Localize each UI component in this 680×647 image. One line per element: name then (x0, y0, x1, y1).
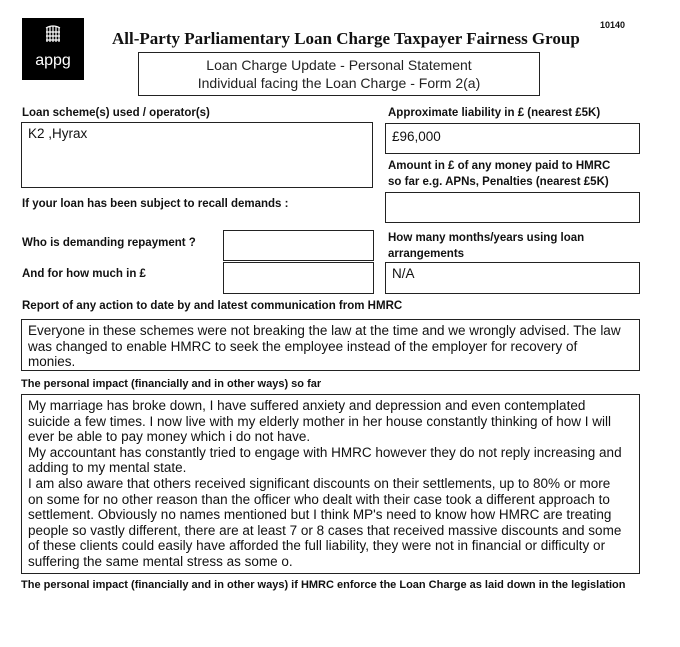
months-years-label-line-1: How many months/years using loan (388, 232, 585, 244)
months-years-label (388, 230, 584, 262)
amount-paid-label-line-1: Amount in £ of any money paid to HMRC (388, 160, 611, 172)
subtitle-box (138, 52, 540, 96)
amount-paid-label (388, 158, 610, 190)
how-much-field[interactable] (223, 262, 374, 294)
loan-scheme-field[interactable] (21, 122, 373, 188)
action-report-line: monies. (28, 354, 76, 370)
who-demanding-label: Who is demanding repayment ? (22, 237, 196, 249)
loan-scheme-value: K2 ,Hyrax (28, 126, 88, 141)
action-report-field[interactable] (21, 319, 640, 371)
action-report-line: was changed to enable HMRC to seek the employee instead of the employer for recovery of (28, 338, 578, 354)
personal-impact-line: settlement. Obviously no names mentioned but I think MP's need to know how HMRC are treating (28, 507, 612, 523)
recall-demands-label: If your loan has been subject to recall demands : (22, 198, 289, 210)
personal-impact-line: suicide a few times. I now live with my elderly mother in her house constantly thinking of how I will (28, 413, 612, 429)
personal-impact-line: suffering the same mental stress as some o. (28, 553, 293, 569)
personal-impact-line: I am also aware that others received significant discounts on their settlements, up to 80% or more (28, 475, 611, 491)
personal-impact-field[interactable] (21, 394, 640, 574)
approx-liability-value: £96,000 (392, 129, 441, 144)
approx-liability-field[interactable] (385, 123, 640, 154)
appg-logo (22, 18, 84, 80)
how-much-label: And for how much in £ (22, 268, 146, 280)
personal-impact-line: of these clients could easily have afforded the full liability, they were not in financial or difficulty or (28, 538, 606, 554)
future-impact-label: The personal impact (financially and in other ways) if HMRC enforce the Loan Charge as laid down in the legislation (21, 579, 626, 591)
action-report-line: Everyone in these schemes were not breaking the law at the time and we wrongly advised. The law (28, 323, 621, 338)
approx-liability-label: Approximate liability in £ (nearest £5K) (388, 107, 601, 119)
who-demanding-field[interactable] (223, 230, 374, 261)
personal-impact-line: on some for no other reason than the officer who dealt with their case took a different approach to (28, 491, 610, 507)
amount-paid-field[interactable] (385, 192, 640, 223)
loan-scheme-label: Loan scheme(s) used / operator(s) (22, 107, 210, 119)
logo-text: appg (35, 52, 71, 69)
personal-impact-line: people so vastly different, there are at least 7 or 8 cases that received massive discounts and some (28, 522, 622, 538)
personal-impact-line: My accountant has constantly tried to engage with HMRC however they do not reply increasing and (28, 444, 622, 460)
amount-paid-label-line-2: so far e.g. APNs, Penalties (nearest £5K) (388, 176, 609, 188)
months-years-field[interactable] (385, 262, 640, 294)
months-years-value: N/A (392, 266, 415, 281)
form-number: 10140 (600, 20, 626, 30)
page-title: All-Party Parliamentary Loan Charge Taxpayer Fairness Group (112, 29, 580, 48)
personal-impact-line: ever be able to pay money which i do not have. (28, 429, 311, 445)
personal-impact-line: adding to my mental state. (28, 460, 187, 476)
subtitle-line-2: Individual facing the Loan Charge - Form 2(a) (197, 75, 481, 91)
personal-impact-label: The personal impact (financially and in other ways) so far (21, 378, 322, 390)
months-years-label-line-2: arrangements (388, 248, 465, 260)
portcullis-icon (44, 24, 62, 44)
subtitle-line-1: Loan Charge Update - Personal Statement (206, 57, 472, 73)
personal-impact-line: My marriage has broke down, I have suffered anxiety and depression and even contemplated (28, 398, 586, 413)
action-report-label: Report of any action to date by and latest communication from HMRC (22, 300, 403, 312)
